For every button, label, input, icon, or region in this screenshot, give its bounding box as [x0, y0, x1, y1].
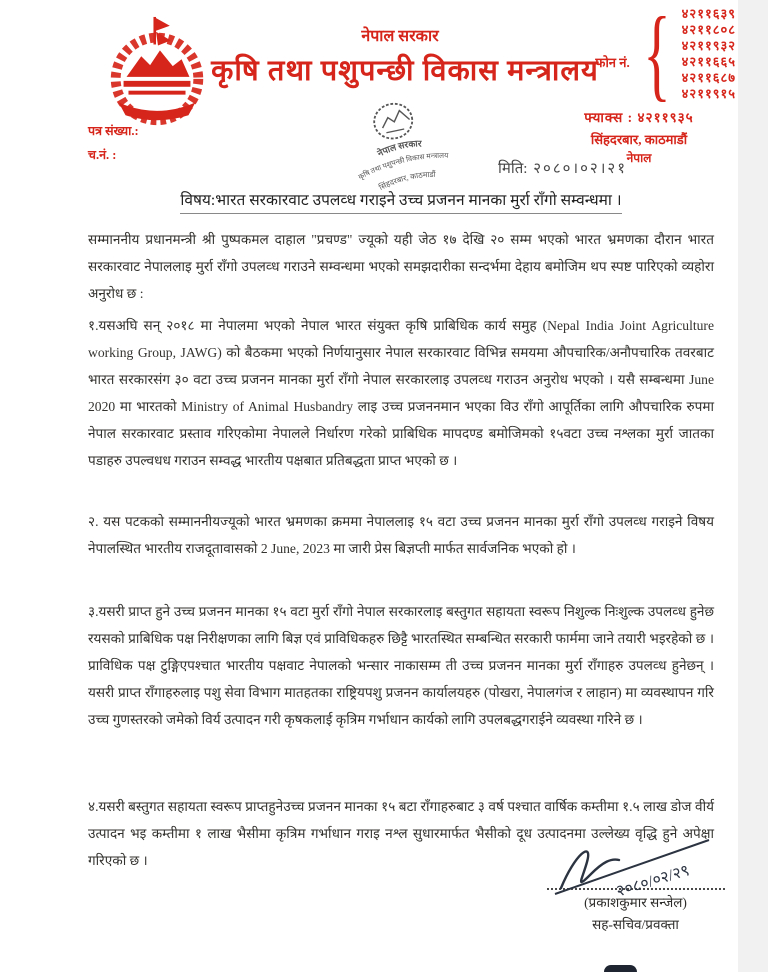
phone-number: ४२११६८७ — [681, 70, 736, 85]
brace-glyph: { — [642, 0, 671, 111]
paragraph-2: २. यस पटकको सम्माननीयज्यूको भारत भ्रमणका क्रममा नेपाललाइ १५ वटा उच्च प्रजनन मानका मुर्रा राँगो उपलव्ध गराइने विषय नेपालस्थित भारतीय राजदूतावासको 2 June, 2023 मा जारी प्रेस बिज्ञप्ती मार्फत सार्वजनिक भएको हो । — [88, 514, 714, 556]
phone-number: ४२११९३२ — [681, 38, 736, 53]
office-stamp-seal — [328, 98, 468, 198]
phone-label: फोन नं. — [595, 55, 630, 70]
phone-number-list — [682, 6, 736, 102]
paragraph-4: ४.यसरी बस्तुगत सहायता स्वरूप प्राप्तहुनेउच्च प्रजनन मानका १५ बटा राँगाहरुबाट ३ वर्ष पश्चात वार्षिक कम्तीमा १.५ लाख डोज वीर्य उत्पादन भइ कम्तीमा १ लाख भैसीमा कृत्रिम गर्भाधान गराइ नश्ल सुधारमार्फत भैसीको दूध उत्पादनमा उल्लेख्य वृद्धि हुने अपेक्षा गरिएको छ । — [88, 799, 714, 868]
floating-button-fragment[interactable] — [604, 965, 637, 972]
dispatch-number-label: च.नं. : — [88, 148, 117, 162]
signature-block — [538, 828, 733, 936]
date-line — [498, 158, 728, 178]
fax-line: फ्याक्स : ४२११९३५ — [584, 110, 694, 125]
signatory-name: (प्रकाशकुमार सन्जेल) — [584, 895, 687, 910]
phone-number: ४२११८०८ — [681, 22, 736, 37]
phone-number: ४२११९१५ — [681, 86, 736, 101]
phone-block — [595, 0, 736, 111]
date-label: मिति: — [498, 161, 528, 177]
stamp-line-3: सिंहदरबार, काठमाडौं — [377, 169, 436, 193]
phone-number: ४२११६३९ — [681, 6, 736, 21]
stamp-line-1: नेपाल सरकार — [375, 138, 422, 159]
signature-date: २०८०/०२/२९ — [613, 862, 691, 901]
letter-number-label: पत्र संख्या.: — [88, 124, 139, 138]
stamp-line-2: कृषि तथा पशुपन्छी विकास मन्त्रालय — [357, 151, 449, 182]
paragraph-3: ३.यसरी प्राप्त हुने उच्च प्रजनन मानका १५ वटा मुर्रा राँगो नेपाल सरकारलाइ बस्तुगत सहायता स्वरूप निशुल्क निःशुल्क उपलव्ध हुनेछ रयसको प्राबिधिक पक्ष निरीक्षणका लागि बिज्ञ एवं प्राविधिकहरु छिट्टै भारतस्थित सम्बन्धित सरकारी फार्ममा जाने तयारी भइरहेको छ । प्राविधिक पक्ष टुङ्गिएपश्चात भारतीय पक्षवाट नेपालको भन्सार नाकासम्म ती उच्च प्रजनन मानका मुर्रा राँगाहरु उपलव्ध हुनेछन् । यसरी प्राप्त राँगाहरुलाइ पशु सेवा विभाग मातहतका राष्ट्रियपशु प्रजनन कार्यालयहरु (पोखरा, नेपालगंज र लाहान) मा व्यवस्थापन गरि उच्च गुणस्तरको जमेको विर्य उत्पादन गरी कृषकलाई कृत्रिम गर्भाधान कार्यको लागि उपलबद्धगराईने व्यवस्था गरिने छ । — [88, 604, 714, 727]
intro-paragraph: सम्माननीय प्रधानमन्त्री श्री पुष्पकमल दाहाल "प्रचण्ड" ज्यूको यही जेठ १७ देखि २० सम्म भएको भारत भ्रमणका दौरान भारत सरकारवाट नेपाललाइ मुर्रा राँगो उपलव्ध गराउने सम्वन्धमा भएको समझदारीका सन्दर्भमा देहाय बमोजिम थप स्पष्ट पारिएको व्यहोरा अनुरोध छ : — [88, 232, 714, 301]
ministry-title: कृषि तथा पशुपन्छी विकास मन्त्रालय — [211, 55, 599, 87]
address-line-2: नेपाल — [626, 151, 652, 165]
government-name: नेपाल सरकार — [361, 28, 439, 45]
address-line-1: सिंहदरबार, काठमाडौं — [590, 132, 688, 147]
date-value: २०८०।०२।२१ — [533, 161, 627, 177]
scan-side-strip — [738, 0, 768, 972]
phone-number: ४२११६६५ — [681, 54, 736, 69]
signature-scribble-icon — [541, 828, 731, 902]
paragraph-1: १.यसअघि सन् २०१८ मा नेपालमा भएको नेपाल भारत संयुक्त कृषि प्राबिधिक कार्य समुह (Nepal India Joint Agriculture working Group, JAWG) को बैठकमा भएको निर्णयानुसार नेपाल सरकारवाट विभिन्न समयमा औपचारिक/अनौपचारिक तवरबाट भारत सरकारसंग ३० वटा उच्च प्रजनन मानका मुर्रा राँगो नेपाल सरकारलाइ उपलव्ध गराउन अनुरोध भएको । यसै सम्बन्धमा June 2020 मा भारतको Ministry of Animal Husbandry लाइ उच्च प्रजननमान भएका विउ राँगो आपूर्तिका लागि औपचारिक रुपमा नेपाल सरकारवाट प्रस्ताव गरिएकोमा नेपालले निर्धारण गरेको प्राबिधिक मापदण्ड बमोजिमको १५वटा उच्च नश्लका मुर्रा जातका पडाहरु उपल्वधध गराउन सम्वद्ध भारतीय पक्षबात प्रतिबद्धता प्राप्त भएको छ । — [88, 318, 714, 468]
subject-line: विषय:भारत सरकारवाट उपलव्ध गराइने उच्च प्रजनन मानका मुर्रा राँगो सम्वन्धमा । — [88, 188, 714, 210]
signatory-title: सह-सचिव/प्रवक्ता — [592, 917, 679, 932]
